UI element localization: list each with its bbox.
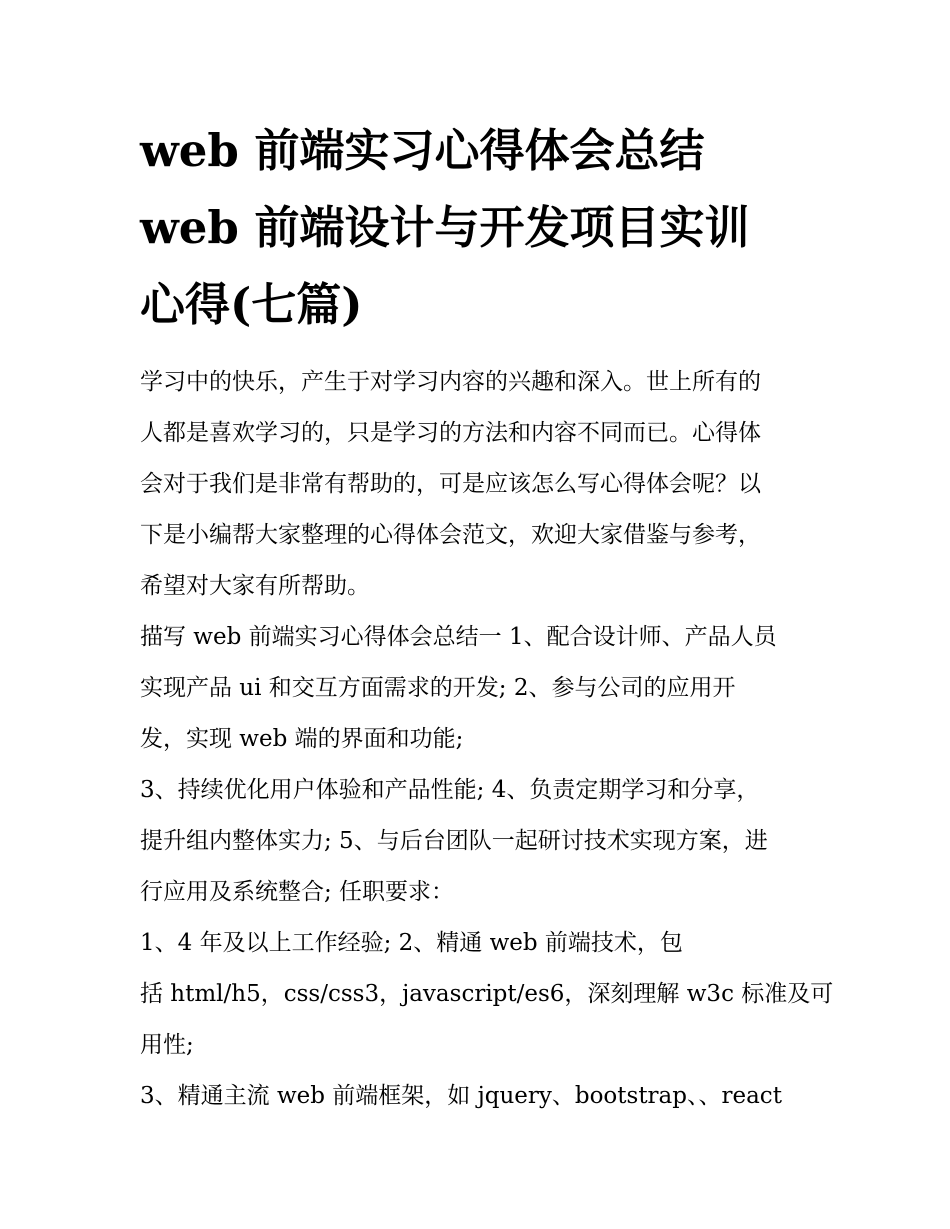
title-line [140, 112, 820, 189]
text-line: 实现产品 ui 和交互方面需求的开发; 2、参与公司的应用开 [140, 675, 736, 701]
text-line: 会对于我们是非常有帮助的，可是应该怎么写心得体会呢？以 [140, 471, 761, 497]
text-line: 行应用及系统整合; 任职要求： [140, 879, 455, 905]
text-line: 3、精通主流 web 前端框架，如 jquery、bootstrap、、react [140, 1083, 782, 1109]
document-page [140, 112, 834, 1122]
body-paragraph [140, 612, 820, 765]
title-line [140, 189, 820, 266]
body-paragraph [140, 1071, 820, 1122]
intro-paragraph [140, 357, 820, 612]
title-line-text: web 前端实习心得体会总结 [140, 124, 705, 177]
title-line [140, 266, 820, 343]
body-paragraph [140, 765, 820, 918]
text-line: 提升组内整体实力; 5、与后台团队一起研讨技术实现方案，进 [140, 828, 768, 854]
text-line: 描写 web 前端实习心得体会总结一 1、配合设计师、产品人员 [140, 624, 777, 650]
text-line: 人都是喜欢学习的，只是学习的方法和内容不同而已。心得体 [140, 420, 761, 446]
document-title [140, 112, 820, 343]
text-line: 学习中的快乐，产生于对学习内容的兴趣和深入。世上所有的 [140, 369, 761, 395]
text-line: 希望对大家有所帮助。 [140, 573, 370, 599]
text-line: 发，实现 web 端的界面和功能; [140, 726, 464, 752]
text-line: 下是小编帮大家整理的心得体会范文，欢迎大家借鉴与参考， [140, 522, 761, 548]
body-paragraph [140, 918, 834, 1071]
text-line: 1、4 年及以上工作经验; 2、精通 web 前端技术，包 [140, 930, 683, 956]
title-line-text: 心得(七篇) [140, 278, 363, 331]
text-line: 用性; [140, 1032, 194, 1058]
title-line-text: web 前端设计与开发项目实训 [140, 201, 750, 254]
text-line: 3、持续优化用户体验和产品性能; 4、负责定期学习和分享， [140, 777, 760, 803]
text-line: 括 html/h5，css/css3，javascript/es6，深刻理解 w3c 标准及可 [140, 981, 834, 1007]
